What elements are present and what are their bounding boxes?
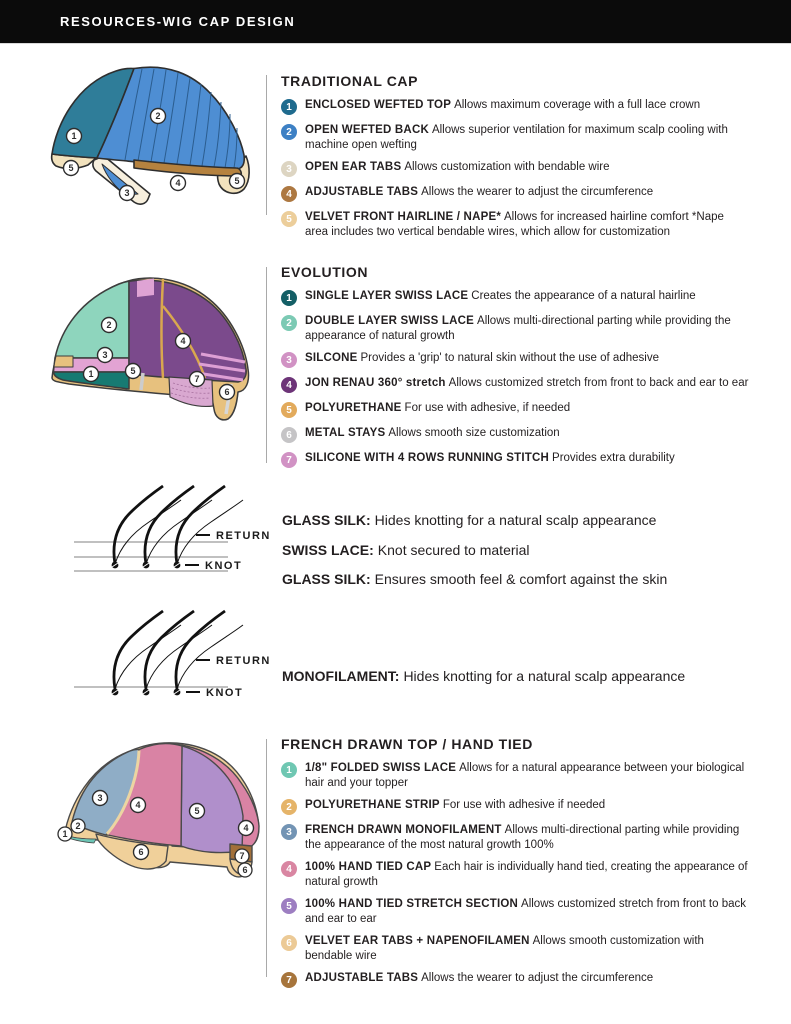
material-desc: Ensures smooth feel & comfort against the skin: [374, 571, 668, 587]
item-number-badge: 4: [281, 377, 297, 393]
item-number-badge: 4: [281, 186, 297, 202]
item-desc: For use with adhesive, if needed: [404, 402, 571, 414]
section-traditional-heading: TRADITIONAL CAP: [281, 73, 419, 89]
section-divider: [266, 739, 267, 977]
item-desc: Provides extra durability: [552, 452, 675, 464]
section-french-heading: FRENCH DRAWN TOP / HAND TIED: [281, 736, 533, 752]
svg-text:6: 6: [138, 847, 144, 858]
item-number-badge: 2: [281, 124, 297, 140]
list-item: [281, 401, 751, 418]
item-label: SILICONE WITH 4 ROWS RUNNING STITCH: [305, 452, 550, 464]
item-desc: For use with adhesive if needed: [442, 799, 606, 811]
list-item: [281, 823, 751, 852]
section-evolution-heading: EVOLUTION: [281, 264, 369, 280]
list-item: [281, 798, 751, 815]
item-label: JON RENAU 360° stretch: [305, 377, 446, 389]
section-divider: [266, 75, 267, 215]
svg-text:3: 3: [102, 350, 108, 361]
item-number-badge: 1: [281, 290, 297, 306]
material-label: MONOFILAMENT:: [282, 668, 400, 684]
item-label: SILCONE: [305, 352, 358, 364]
item-label: VELVET EAR TABS + NAPENOFILAMEN: [305, 935, 530, 947]
material-row: [282, 571, 667, 587]
french-drawn-cap-illustration: [32, 734, 282, 904]
material-label: SWISS LACE:: [282, 542, 374, 558]
list-item: [281, 98, 751, 115]
item-desc: Allows for increased hairline comfort *Nape area includes two vertical bendable wires, which allow for customization: [305, 211, 724, 238]
material-desc: Knot secured to material: [377, 542, 530, 558]
item-desc: Allows customization with bendable wire: [404, 161, 610, 173]
material-label: GLASS SILK:: [282, 571, 371, 587]
svg-text:4: 4: [135, 800, 141, 811]
item-label: ADJUSTABLE TABS: [305, 972, 419, 984]
header-bar: [0, 0, 791, 44]
item-number-badge: 3: [281, 352, 297, 368]
svg-text:4: 4: [180, 336, 186, 347]
section-divider: [266, 267, 267, 463]
section-evolution: [281, 264, 751, 476]
svg-text:2: 2: [75, 821, 81, 832]
section-traditional: [281, 73, 751, 247]
svg-text:KNOT: KNOT: [205, 560, 243, 572]
evolution-cap-illustration: [35, 270, 275, 438]
list-item: [281, 897, 751, 926]
svg-text:1: 1: [88, 369, 94, 380]
item-number-badge: 1: [281, 762, 297, 778]
list-item: [281, 761, 751, 790]
item-desc: Allows for a natural appearance between your biological hair and your topper: [305, 762, 745, 789]
svg-text:5: 5: [68, 163, 74, 174]
item-label: 100% HAND TIED CAP: [305, 861, 432, 873]
swiss-lace-knot-diagram: [70, 468, 295, 593]
item-label: OPEN EAR TABS: [305, 161, 402, 173]
item-desc: Creates the appearance of a natural hairline: [471, 290, 696, 302]
item-number-badge: 2: [281, 315, 297, 331]
item-label: VELVET FRONT HAIRLINE / NAPE*: [305, 211, 501, 223]
svg-text:2: 2: [155, 111, 161, 122]
item-label: ENCLOSED WEFTED TOP: [305, 99, 452, 111]
item-number-badge: 6: [281, 935, 297, 951]
svg-text:5: 5: [234, 176, 240, 187]
svg-text:KNOT: KNOT: [206, 687, 244, 699]
item-desc: Allows customized stretch from front to back and ear to ear: [305, 898, 746, 925]
item-number-badge: 5: [281, 402, 297, 418]
material-desc: Hides knotting for a natural scalp appearance: [374, 512, 657, 528]
item-number-badge: 7: [281, 972, 297, 988]
item-desc: Allows superior ventilation for maximum scalp cooling with machine open wefting: [305, 124, 728, 151]
item-desc: Allows customized stretch from front to back and ear to ear: [448, 377, 749, 389]
svg-text:3: 3: [124, 188, 130, 199]
list-item: [281, 210, 751, 239]
list-item: [281, 289, 751, 306]
list-item: [281, 971, 751, 988]
item-desc: Allows multi-directional parting while providing the appearance of natural growth: [305, 315, 731, 342]
material-row: [282, 542, 530, 558]
material-desc: Hides knotting for a natural scalp appearance: [403, 668, 686, 684]
item-desc: Allows smooth customization with bendable wire: [305, 935, 704, 962]
material-row: [282, 668, 685, 684]
list-item: [281, 451, 751, 468]
item-label: DOUBLE LAYER SWISS LACE: [305, 315, 475, 327]
material-row: [282, 512, 656, 528]
section-french: [281, 736, 751, 996]
svg-text:3: 3: [97, 793, 103, 804]
list-item: [281, 860, 751, 889]
item-desc: Provides a 'grip' to natural skin without the use of adhesive: [360, 352, 659, 364]
item-label: OPEN WEFTED BACK: [305, 124, 429, 136]
page-title: RESOURCES-WIG CAP DESIGN: [60, 14, 296, 29]
item-label: POLYURETHANE: [305, 402, 402, 414]
knot-glyphs: [112, 562, 181, 569]
svg-text:2: 2: [106, 320, 112, 331]
item-number-badge: 4: [281, 861, 297, 877]
item-number-badge: 5: [281, 898, 297, 914]
knot-glyphs: [112, 689, 181, 696]
svg-text:4: 4: [175, 178, 181, 189]
svg-text:RETURN: RETURN: [216, 530, 271, 542]
svg-text:1: 1: [62, 829, 68, 840]
list-item: [281, 426, 751, 443]
item-label: ADJUSTABLE TABS: [305, 186, 419, 198]
svg-text:4: 4: [243, 823, 249, 834]
svg-text:5: 5: [194, 806, 200, 817]
list-item: [281, 314, 751, 343]
svg-text:5: 5: [130, 366, 136, 377]
svg-text:7: 7: [194, 374, 200, 385]
item-number-badge: 5: [281, 211, 297, 227]
svg-text:1: 1: [71, 131, 77, 142]
svg-text:RETURN: RETURN: [216, 655, 271, 667]
item-number-badge: 7: [281, 452, 297, 468]
list-item: [281, 376, 751, 393]
traditional-cap-illustration: [30, 56, 270, 224]
item-label: SINGLE LAYER SWISS LACE: [305, 290, 469, 302]
item-desc: Allows maximum coverage with a full lace crown: [454, 99, 701, 111]
item-number-badge: 3: [281, 824, 297, 840]
list-item: [281, 934, 751, 963]
svg-text:6: 6: [224, 387, 230, 398]
item-desc: Allows the wearer to adjust the circumference: [421, 972, 654, 984]
svg-text:7: 7: [239, 851, 245, 862]
list-item: [281, 123, 751, 152]
list-item: [281, 160, 751, 177]
item-label: 100% HAND TIED STRETCH SECTION: [305, 898, 519, 910]
item-number-badge: 6: [281, 427, 297, 443]
item-desc: Allows smooth size customization: [388, 427, 560, 439]
item-desc: Allows the wearer to adjust the circumference: [421, 186, 654, 198]
item-label: FRENCH DRAWN MONOFILAMENT: [305, 824, 502, 836]
monofilament-knot-diagram: [70, 592, 295, 707]
item-number-badge: 2: [281, 799, 297, 815]
item-number-badge: 3: [281, 161, 297, 177]
item-desc: Each hair is individually hand tied, creating the appearance of natural growth: [305, 861, 748, 888]
list-item: [281, 185, 751, 202]
svg-text:6: 6: [242, 865, 248, 876]
item-label: METAL STAYS: [305, 427, 386, 439]
item-number-badge: 1: [281, 99, 297, 115]
item-desc: Allows multi-directional parting while providing the appearance of the most natural growth 100%: [305, 824, 740, 851]
item-label: 1/8" FOLDED SWISS LACE: [305, 762, 457, 774]
item-label: POLYURETHANE STRIP: [305, 799, 440, 811]
material-label: GLASS SILK:: [282, 512, 371, 528]
list-item: [281, 351, 751, 368]
